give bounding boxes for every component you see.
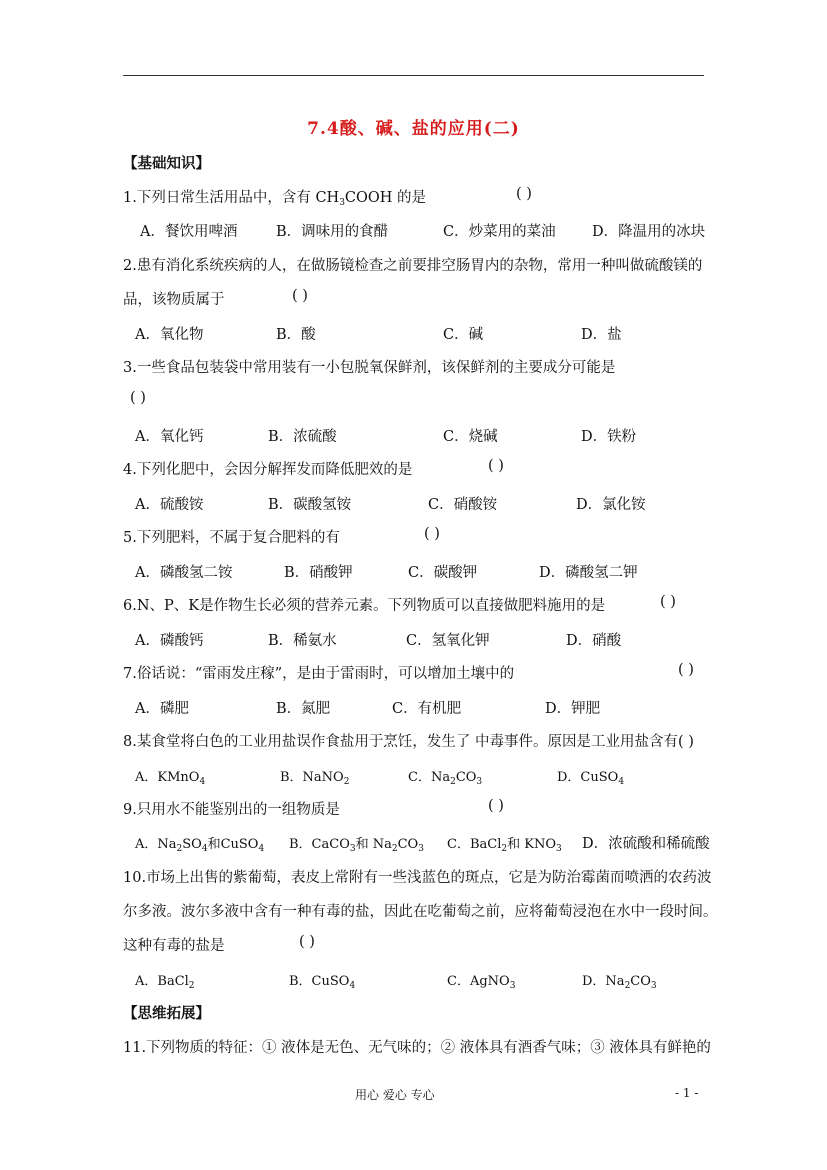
question-6: 6.N、P、K是作物生长必须的营养元素。下列物质可以直接做肥料施用的是: [123, 598, 606, 614]
question-5: 5.下列肥料，不属于复合肥料的有: [123, 530, 340, 546]
question-10-line-3: 这种有毒的盐是: [123, 938, 225, 954]
question-2-line-2: 品，该物质属于: [123, 292, 225, 308]
q4-option-d: D．氯化铵: [576, 497, 646, 513]
q2-option-d: D．盐: [581, 327, 622, 343]
q5-option-a: A．磷酸氢二铵: [135, 565, 233, 581]
question-1: 1.下列日常生活用品中，含有 $CH_3COOH$ 的是: [123, 190, 427, 208]
q4-option-c: C．硝酸铵: [428, 497, 498, 513]
question-3-line-1: 3.一些食品包装袋中常用装有一小包脱氧保鲜剂，该保鲜剂的主要成分可能是: [123, 360, 616, 376]
answer-paren-10: ( ): [299, 934, 315, 950]
question-10-line-1: 10.市场上出售的紫葡萄，表皮上常附有一些浅蓝色的斑点，它是为防治霉菌而喷洒的农药波: [123, 870, 712, 886]
q8-option-b: B．NaNO$_2$: [280, 770, 350, 787]
footer-motto: 用心 爱心 专心: [355, 1088, 435, 1102]
q5-option-b: B．硝酸钾: [284, 565, 353, 581]
question-8: 8.某食堂将白色的工业用盐误作食盐用于烹饪，发生了 中毒事件。原因是工业用盐含有( ): [123, 734, 694, 750]
answer-paren-7: ( ): [678, 662, 694, 678]
answer-paren-6: ( ): [660, 594, 676, 610]
q9-option-c: C．BaCl$_2$和 $KNO_3$: [447, 837, 562, 854]
q9-option-a: A．$Na_2SO_4$和CuSO$_4$: [135, 837, 265, 854]
answer-paren-3: ( ): [130, 390, 146, 406]
q3-option-a: A．氧化钙: [135, 429, 204, 445]
question-2-line-1: 2.患有消化系统疾病的人，在做肠镜检查之前要排空肠胃内的杂物，常用一种叫做硫酸镁的: [123, 258, 703, 274]
question-4: 4.下列化肥中，会因分解挥发而降低肥效的是: [123, 462, 413, 478]
question-10-line-2: 尔多液。波尔多液中含有一种有毒的盐，因此在吃葡萄之前，应将葡萄浸泡在水中一段时间。: [123, 904, 718, 920]
q8-option-d: D．CuSO$_4$: [557, 770, 625, 787]
q7-option-c: C．有机肥: [392, 701, 462, 717]
q6-option-d: D．硝酸: [566, 633, 622, 649]
answer-paren-1: ( ): [516, 186, 532, 202]
q10-option-d: D．$Na_2CO_3$: [582, 974, 657, 991]
q9-option-b: B．CaCO$_3$和 $Na_2CO_3$: [289, 837, 424, 854]
q3-option-d: D．铁粉: [581, 429, 637, 445]
question-7: 7.俗话说：“雷雨发庄稼”，是由于雷雨时，可以增加土壤中的: [123, 666, 515, 682]
section-thinking-extension: 【思维拓展】: [123, 1005, 210, 1022]
q1-option-c: C．炒菜用的菜油: [443, 224, 556, 240]
q7-option-d: D．钾肥: [545, 701, 601, 717]
q2-option-b: B．酸: [276, 327, 316, 343]
section-basic-knowledge: 【基础知识】: [123, 155, 210, 172]
question-11-line-1: 11.下列物质的特征：① 液体是无色、无气味的；② 液体具有酒香气味；③ 液体具有鲜艳的: [123, 1040, 711, 1056]
q9-option-d: D．浓硫酸和稀硫酸: [582, 836, 710, 852]
page-number: - 1 -: [675, 1086, 699, 1100]
page-title: 7.4酸、碱、盐的应用(二): [307, 119, 520, 139]
q3-option-b: B．浓硫酸: [268, 429, 337, 445]
answer-paren-4: ( ): [488, 458, 504, 474]
q10-option-b: B．CuSO$_4$: [289, 974, 356, 991]
q10-option-a: A．BaCl$_2$: [135, 974, 195, 991]
q4-option-a: A．硫酸铵: [135, 497, 204, 513]
q2-option-a: A．氧化物: [135, 327, 204, 343]
q8-option-c: C．$Na_2CO_3$: [408, 770, 483, 787]
q1-option-d: D．降温用的冰块: [592, 224, 706, 240]
q8-option-a: A．KMnO$_4$: [135, 770, 206, 787]
q6-option-a: A．磷酸钙: [135, 633, 204, 649]
answer-paren-9: ( ): [488, 798, 504, 814]
q4-option-b: B．碳酸氢铵: [268, 497, 352, 513]
q5-option-d: D．磷酸氢二钾: [539, 565, 638, 581]
answer-paren-5: ( ): [424, 526, 440, 542]
q6-option-b: B．稀氨水: [268, 633, 337, 649]
answer-paren-2: ( ): [292, 288, 308, 304]
q1-option-b: B．调味用的食醋: [276, 224, 389, 240]
q1-option-a: A．餐饮用啤酒: [140, 224, 238, 240]
q6-option-c: C．氢氧化钾: [406, 633, 490, 649]
q5-option-c: C．碳酸钾: [408, 565, 478, 581]
q7-option-a: A．磷肥: [135, 701, 189, 717]
q3-option-c: C．烧碱: [443, 429, 498, 445]
q7-option-b: B．氮肥: [276, 701, 331, 717]
header-rule: [123, 75, 704, 76]
question-9: 9.只用水不能鉴别出的一组物质是: [123, 802, 340, 818]
q10-option-c: C．AgNO$_3$: [447, 974, 516, 991]
q2-option-c: C．碱: [443, 327, 484, 343]
